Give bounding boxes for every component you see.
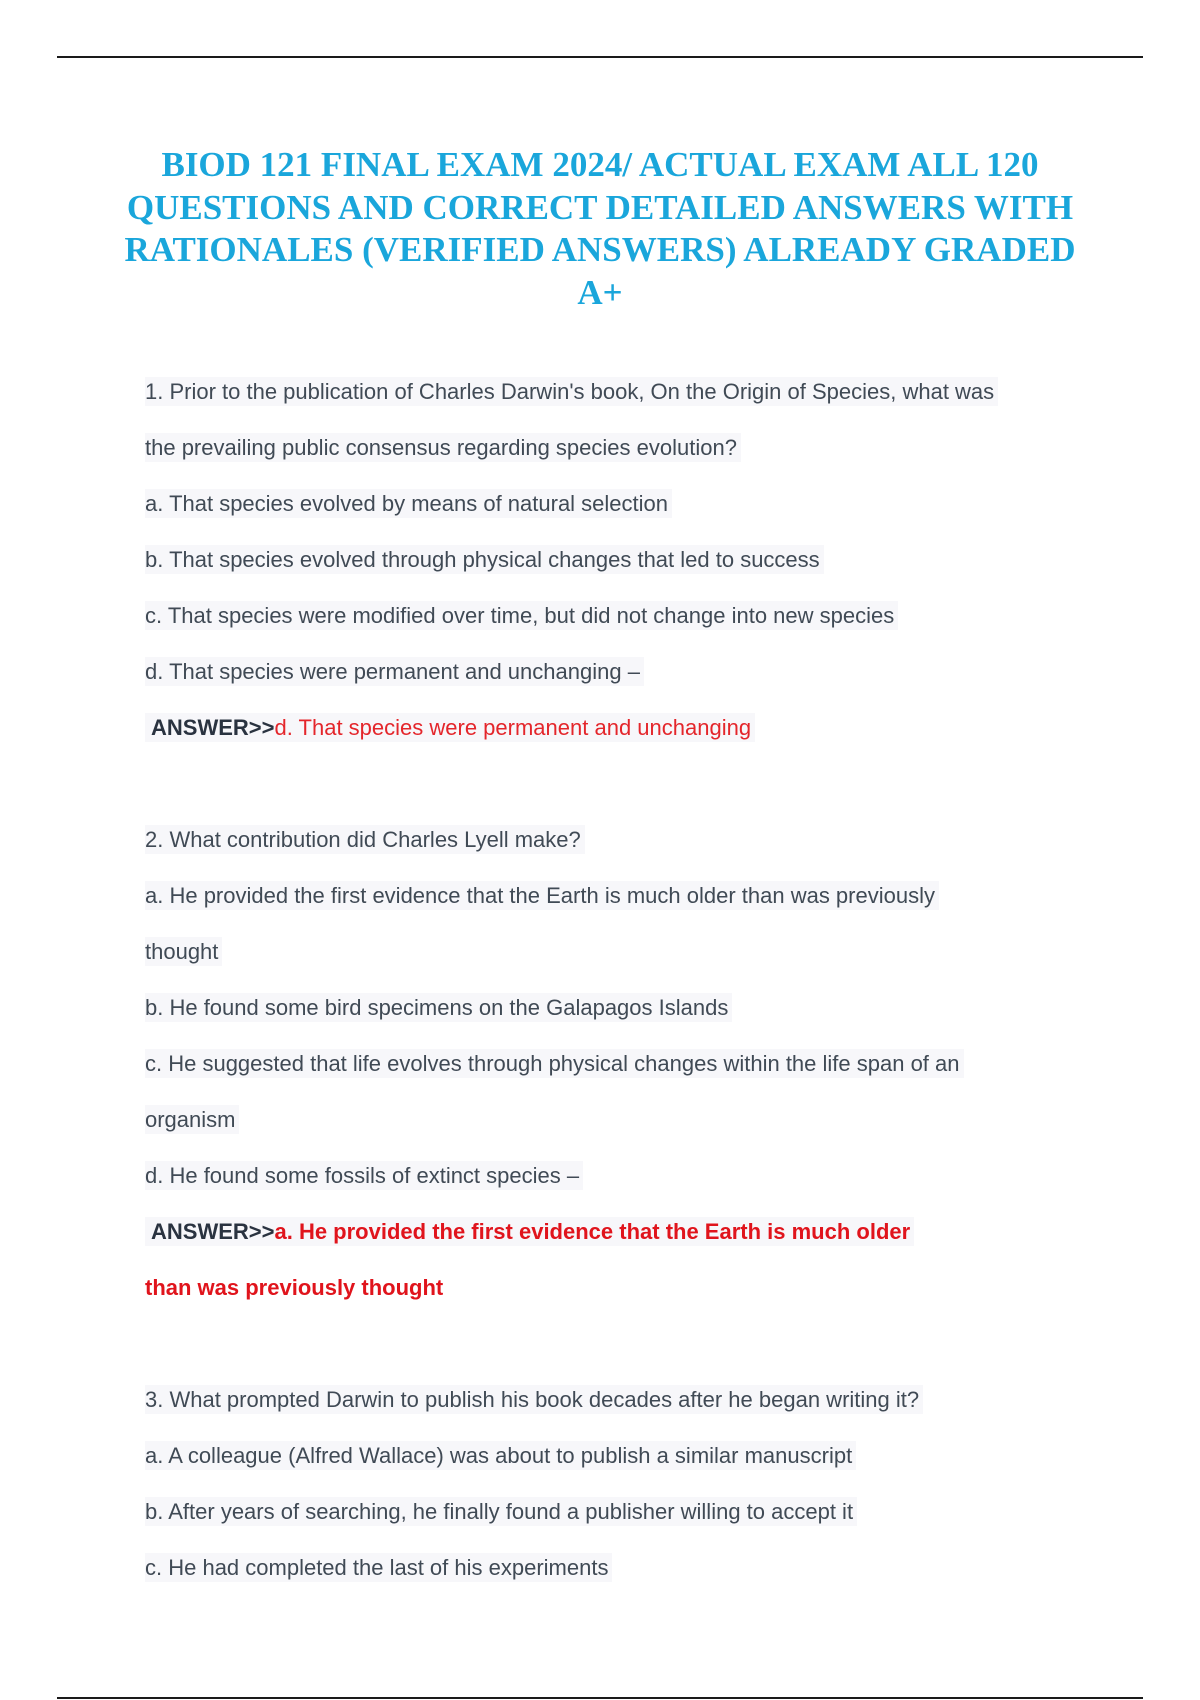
header-rule xyxy=(57,56,1143,58)
document-title: BIOD 121 FINAL EXAM 2024/ ACTUAL EXAM ALL 120 QUESTIONS AND CORRECT DETAILED ANSWERS WITH RATIONALES (VERIFIED ANSWERS) ALREADY GRADED A+ xyxy=(124,145,1076,312)
q2-answer-text-line1: a. He provided the first evidence that the Earth is much older xyxy=(274,1219,911,1244)
q2-option-a-line2: thought xyxy=(145,924,1105,980)
q1-answer-text: d. That species were permanent and unchanging xyxy=(274,715,752,740)
q3-option-c: c. He had completed the last of his experiments xyxy=(145,1540,1105,1596)
q3-option-a: a. A colleague (Alfred Wallace) was about to publish a similar manuscript xyxy=(145,1428,1105,1484)
q1-answer-label: ANSWER>> xyxy=(151,715,275,740)
q3-option-b: b. After years of searching, he finally found a publisher willing to accept it xyxy=(145,1484,1105,1540)
q1-option-c: c. That species were modified over time, but did not change into new species xyxy=(145,588,1105,644)
q1-answer xyxy=(145,700,1105,756)
q1-stem-line2: the prevailing public consensus regarding species evolution? xyxy=(145,420,1105,476)
q2-stem: 2. What contribution did Charles Lyell make? xyxy=(145,812,1105,868)
q3-stem: 3. What prompted Darwin to publish his book decades after he began writing it? xyxy=(145,1372,1105,1428)
q2-option-a-line1: a. He provided the first evidence that the Earth is much older than was previously xyxy=(145,868,1105,924)
q2-option-c-line1: c. He suggested that life evolves through physical changes within the life span of an xyxy=(145,1036,1105,1092)
spacer xyxy=(145,756,1105,812)
q1-option-d: d. That species were permanent and unchanging – xyxy=(145,644,1105,700)
q2-answer-line1 xyxy=(145,1204,1105,1260)
q2-answer-label: ANSWER>> xyxy=(151,1219,275,1244)
q2-answer-line2 xyxy=(145,1260,1105,1316)
q1-stem-line1: 1. Prior to the publication of Charles Darwin's book, On the Origin of Species, what was xyxy=(145,364,1105,420)
q2-option-b: b. He found some bird specimens on the Galapagos Islands xyxy=(145,980,1105,1036)
spacer xyxy=(145,1316,1105,1372)
document-body xyxy=(145,364,1105,1596)
q2-option-c-line2: organism xyxy=(145,1092,1105,1148)
q1-option-a: a. That species evolved by means of natural selection xyxy=(145,476,1105,532)
q1-option-b: b. That species evolved through physical changes that led to success xyxy=(145,532,1105,588)
q2-answer-text-line2: than was previously thought xyxy=(145,1275,444,1300)
footer-rule xyxy=(57,1697,1143,1699)
q2-option-d: d. He found some fossils of extinct species – xyxy=(145,1148,1105,1204)
